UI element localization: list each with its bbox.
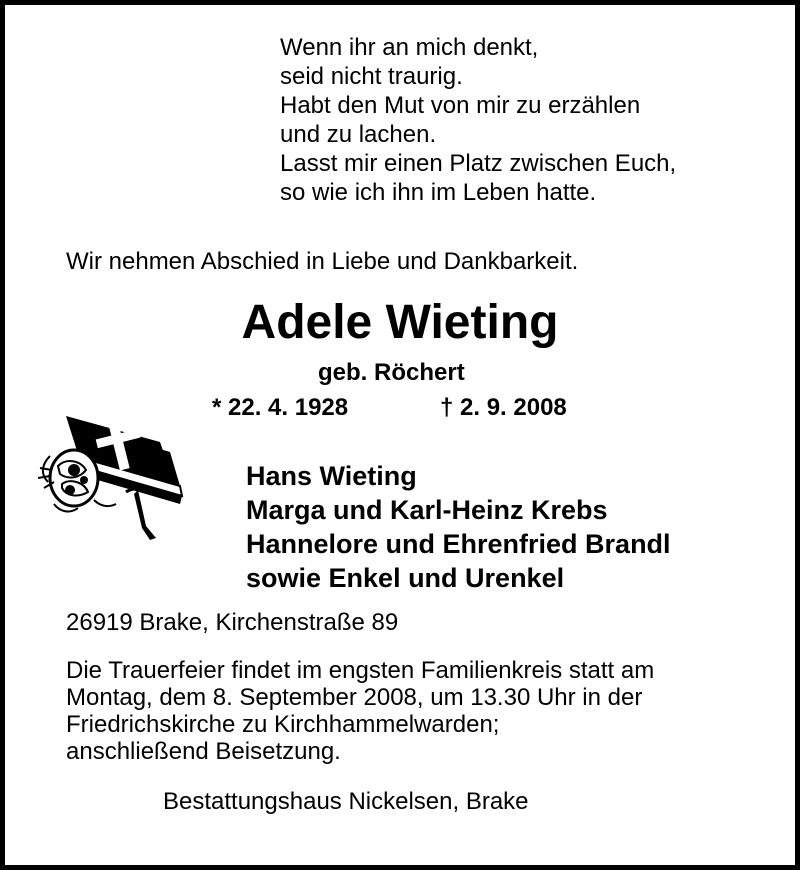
funeral-service-info <box>66 657 654 765</box>
service-line: anschließend Beisetzung. <box>66 738 341 765</box>
family-address: 26919 Brake, Kirchenstraße 89 <box>66 609 399 636</box>
mourners-list <box>246 459 671 595</box>
mourner-name: Hans Wieting <box>246 461 417 491</box>
death-date: † 2. 9. 2008 <box>440 394 567 421</box>
poem-line: und zu lachen. <box>280 121 437 148</box>
poem-line: so wie ich ihn im Leben hatte. <box>280 179 597 206</box>
funeral-home: Bestattungshaus Nickelsen, Brake <box>163 788 529 815</box>
poem-line: Lasst mir einen Platz zwischen Euch, <box>280 150 677 177</box>
poem-line: seid nicht traurig. <box>280 63 463 90</box>
poem-line: Habt den Mut von mir zu erzählen <box>280 92 641 119</box>
farewell-line: Wir nehmen Abschied in Liebe und Dankbarkeit. <box>66 248 579 275</box>
service-line: Montag, dem 8. September 2008, um 13.30 Uhr in der <box>66 684 643 711</box>
bible-with-cross-and-flowers-icon <box>30 408 200 553</box>
deceased-name: Adele Wieting <box>241 296 559 349</box>
memorial-poem <box>280 33 676 207</box>
birth-date: * 22. 4. 1928 <box>212 394 349 421</box>
mourner-name: Hannelore und Ehrenfried Brandl <box>246 529 671 559</box>
service-line: Friedrichskirche zu Kirchhammelwarden; <box>66 711 500 738</box>
service-line: Die Trauerfeier findet im engsten Familienkreis statt am <box>66 657 655 684</box>
poem-line: Wenn ihr an mich denkt, <box>280 34 539 61</box>
mourner-name: sowie Enkel und Urenkel <box>246 563 565 593</box>
mourner-name: Marga und Karl-Heinz Krebs <box>246 495 608 525</box>
maiden-name: geb. Röchert <box>318 359 465 386</box>
